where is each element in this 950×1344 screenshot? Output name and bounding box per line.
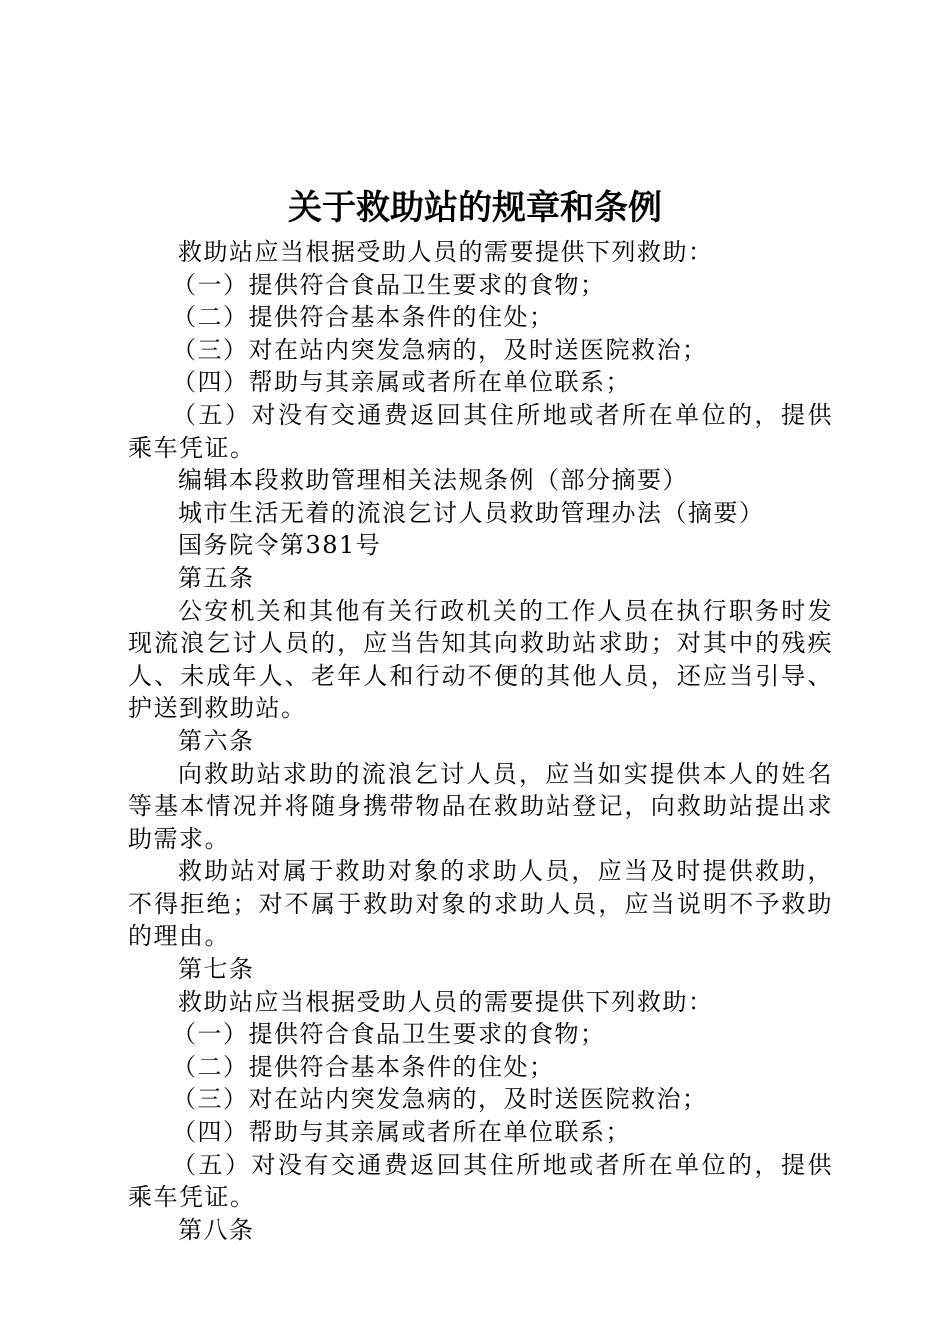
- article-heading: 第六条: [178, 726, 255, 755]
- list-item: （二）提供符合基本条件的住处；: [172, 1052, 555, 1081]
- paragraph: 救助站应当根据受助人员的需要提供下列救助：: [178, 238, 714, 266]
- decree-number: 国务院令第381号: [178, 531, 382, 560]
- list-item: （四）帮助与其亲属或者所在单位联系；: [172, 368, 631, 397]
- paragraph: 救助站应当根据受助人员的需要提供下列救助：: [178, 987, 714, 1016]
- list-item: （五）对没有交通费返回其住所地或者所在单位的，提供乘车凭证。: [128, 400, 833, 462]
- list-item: （三）对在站内突发急病的，及时送医院救治；: [172, 335, 708, 364]
- list-item: （二）提供符合基本条件的住处；: [172, 303, 555, 332]
- list-item: （一）提供符合食品卫生要求的食物；: [172, 270, 606, 299]
- article-heading: 第五条: [178, 563, 255, 592]
- paragraph: 救助站对属于救助对象的求助人员，应当及时提供救助，不得拒绝；对不属于救助对象的求助人员，应当说明不予救助的理由。: [128, 857, 833, 951]
- document-title: 关于救助站的规章和条例: [288, 188, 662, 228]
- list-item: （一）提供符合食品卫生要求的食物；: [172, 1020, 606, 1049]
- section-heading: 编辑本段救助管理相关法规条例（部分摘要）: [178, 466, 688, 495]
- regulation-title: 城市生活无着的流浪乞讨人员救助管理办法（摘要）: [178, 498, 765, 527]
- paragraph: 公安机关和其他有关行政机关的工作人员在执行职务时发现流浪乞讨人员的，应当告知其向救助站求助；对其中的残疾人、未成年人、老年人和行动不便的其他人员，还应当引导、护送到救助站。: [128, 596, 833, 723]
- list-item: （四）帮助与其亲属或者所在单位联系；: [172, 1118, 631, 1147]
- list-item: （五）对没有交通费返回其住所地或者所在单位的，提供乘车凭证。: [128, 1150, 833, 1212]
- paragraph: 向救助站求助的流浪乞讨人员，应当如实提供本人的姓名等基本情况并将随身携带物品在救助站登记，向救助站提出求助需求。: [128, 759, 833, 853]
- article-heading: 第八条: [178, 1215, 255, 1244]
- list-item: （三）对在站内突发急病的，及时送医院救治；: [172, 1085, 708, 1114]
- document-body: [128, 236, 833, 1246]
- article-heading: 第七条: [178, 955, 255, 984]
